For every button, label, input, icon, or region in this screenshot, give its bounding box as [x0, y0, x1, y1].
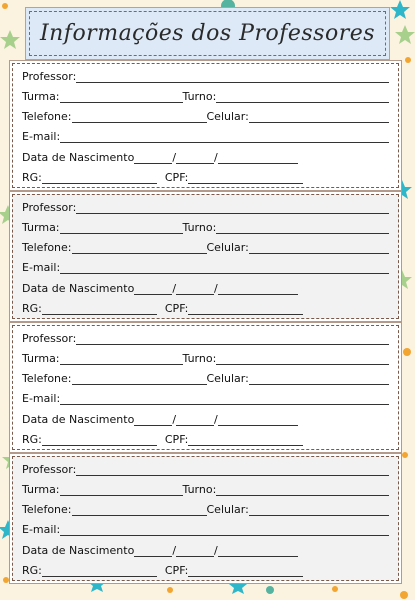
email-label: E-mail: [22, 523, 61, 536]
turma-label: Turma: [22, 352, 60, 365]
turma-turno-row [22, 218, 389, 234]
rg-line [42, 565, 157, 577]
date-slash: / [172, 151, 177, 164]
year-line [218, 152, 298, 164]
telefone-label: Telefone: [22, 241, 72, 254]
turno-line [216, 222, 389, 234]
cpf-label: CPF: [164, 433, 189, 446]
date-slash: / [172, 544, 177, 557]
cpf-label: CPF: [164, 171, 189, 184]
celular-line [249, 242, 389, 254]
celular-line [249, 504, 389, 516]
telefone-label: Telefone: [22, 110, 72, 123]
telefone-celular-row [22, 107, 389, 123]
cpf-label: CPF: [164, 302, 189, 315]
turno-line [216, 484, 389, 496]
email-line [60, 524, 389, 536]
email-label: E-mail: [22, 261, 61, 274]
date-slash: / [214, 282, 218, 295]
turma-turno-row [22, 87, 389, 103]
email-row [22, 127, 389, 143]
date-slash: / [172, 282, 177, 295]
turno-line [216, 91, 389, 103]
day-line [134, 545, 172, 557]
rg-line [42, 434, 157, 446]
date-slash: / [214, 151, 218, 164]
rg-label: RG: [22, 433, 42, 446]
professor-line [76, 202, 389, 214]
turma-line [60, 484, 183, 496]
telefone-line [72, 373, 207, 385]
turma-turno-row [22, 480, 389, 496]
email-row [22, 389, 389, 405]
turma-turno-row [22, 349, 389, 365]
turno-label: Turno: [182, 221, 217, 234]
nascimento-row [22, 279, 389, 295]
telefone-line [72, 111, 207, 123]
month-line [176, 283, 214, 295]
telefone-label: Telefone: [22, 503, 72, 516]
celular-line [249, 373, 389, 385]
nascimento-label: Data de Nascimento [22, 151, 135, 164]
teacher-card [12, 63, 399, 188]
celular-label: Celular: [206, 372, 249, 385]
date-slash: / [172, 413, 177, 426]
professor-row [22, 329, 389, 345]
celular-label: Celular: [206, 241, 249, 254]
teacher-card [12, 325, 399, 450]
professor-row [22, 198, 389, 214]
month-line [176, 152, 214, 164]
turno-label: Turno: [182, 483, 217, 496]
year-line [218, 545, 298, 557]
email-line [60, 262, 389, 274]
nascimento-label: Data de Nascimento [22, 544, 135, 557]
turma-line [60, 91, 183, 103]
month-line [176, 414, 214, 426]
cpf-label: CPF: [164, 564, 189, 577]
telefone-celular-row [22, 238, 389, 254]
rg-line [42, 303, 157, 315]
nascimento-label: Data de Nascimento [22, 413, 135, 426]
professor-label: Professor: [22, 332, 77, 345]
celular-label: Celular: [206, 110, 249, 123]
day-line [134, 152, 172, 164]
nascimento-row [22, 410, 389, 426]
teacher-card [12, 456, 399, 581]
cpf-line [188, 303, 303, 315]
turma-label: Turma: [22, 90, 60, 103]
turno-label: Turno: [182, 90, 217, 103]
rg-cpf-row [22, 299, 389, 315]
telefone-label: Telefone: [22, 372, 72, 385]
page-title: Informações dos Professores [39, 21, 376, 46]
title-banner [29, 11, 386, 56]
professor-row [22, 67, 389, 83]
telefone-line [72, 504, 207, 516]
email-line [60, 131, 389, 143]
rg-cpf-row [22, 561, 389, 577]
telefone-celular-row [22, 500, 389, 516]
email-label: E-mail: [22, 392, 61, 405]
turma-label: Turma: [22, 483, 60, 496]
email-row [22, 258, 389, 274]
email-line [60, 393, 389, 405]
turma-line [60, 222, 183, 234]
professor-label: Professor: [22, 201, 77, 214]
year-line [218, 414, 298, 426]
cpf-line [188, 172, 303, 184]
rg-label: RG: [22, 302, 42, 315]
date-slash: / [214, 544, 218, 557]
turno-line [216, 353, 389, 365]
professor-line [76, 464, 389, 476]
rg-cpf-row [22, 168, 389, 184]
nascimento-row [22, 541, 389, 557]
turma-line [60, 353, 183, 365]
turno-label: Turno: [182, 352, 217, 365]
year-line [218, 283, 298, 295]
nascimento-label: Data de Nascimento [22, 282, 135, 295]
celular-line [249, 111, 389, 123]
email-row [22, 520, 389, 536]
rg-label: RG: [22, 171, 42, 184]
professor-label: Professor: [22, 70, 77, 83]
professor-line [76, 333, 389, 345]
nascimento-row [22, 148, 389, 164]
rg-cpf-row [22, 430, 389, 446]
professor-row [22, 460, 389, 476]
email-label: E-mail: [22, 130, 61, 143]
telefone-celular-row [22, 369, 389, 385]
month-line [176, 545, 214, 557]
day-line [134, 414, 172, 426]
celular-label: Celular: [206, 503, 249, 516]
rg-label: RG: [22, 564, 42, 577]
turma-label: Turma: [22, 221, 60, 234]
date-slash: / [214, 413, 218, 426]
rg-line [42, 172, 157, 184]
cpf-line [188, 434, 303, 446]
teacher-card [12, 194, 399, 319]
cpf-line [188, 565, 303, 577]
professor-line [76, 71, 389, 83]
professor-label: Professor: [22, 463, 77, 476]
day-line [134, 283, 172, 295]
telefone-line [72, 242, 207, 254]
